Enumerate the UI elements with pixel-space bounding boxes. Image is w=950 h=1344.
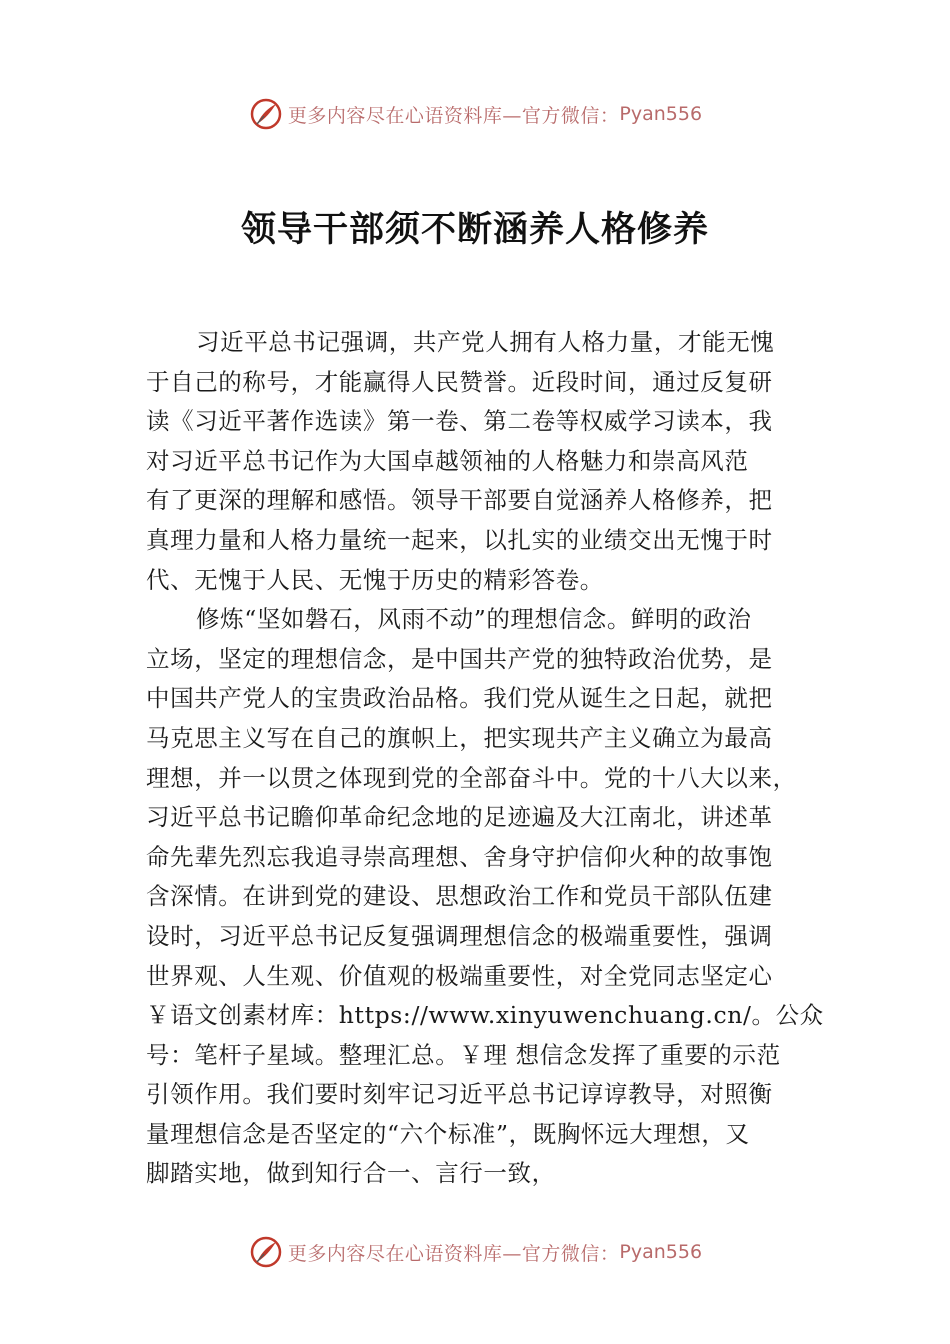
banner-text: 更多内容尽在心语资料库—官方微信： (287, 1242, 620, 1265)
feather-logo-icon (248, 1234, 284, 1270)
text-line: 马克思主义写在自己的旗帜上，把实现共产主义确立为最高 (146, 723, 773, 752)
feather-logo-icon (248, 96, 284, 132)
text-line: 世界观、人生观、价值观的极端重要性，对全党同志坚定心 (146, 961, 773, 990)
text-line: 引领作用。我们要时刻牢记习近平总书记谆谆教导，对照衡 (146, 1080, 773, 1109)
text-line: 于自己的称号，才能赢得人民赞誉。近段时间，通过反复研 (146, 367, 773, 396)
text-line: 命先辈先烈忘我追寻崇高理想、舍身守护信仰火种的故事饱 (146, 842, 773, 871)
wechat-id: Pyan556 (619, 103, 703, 125)
text-line: 修炼“坚如磐石，风雨不动”的理想信念。鲜明的政治 (196, 605, 752, 634)
text-line: 号：笔杆子星域。整理汇总。￥理 想信念发挥了重要的示范 (146, 1040, 781, 1069)
article-body (146, 323, 824, 1194)
text-line: 习近平总书记瞻仰革命纪念地的足迹遍及大江南北，讲述革 (146, 803, 773, 832)
text-line: ￥语文创素材库：https://www.xinyuwenchuang.cn/。公众 (146, 1001, 824, 1030)
text-line: 代、无愧于人民、无愧于历史的精彩答卷。 (146, 565, 604, 594)
text-line: 有了更深的理解和感悟。领导干部要自觉涵养人格修养，把 (146, 486, 773, 515)
text-line: 含深情。在讲到党的建设、思想政治工作和党员干部队伍建 (146, 882, 773, 911)
wechat-id: Pyan556 (619, 1241, 703, 1263)
text-line: 对习近平总书记作为大国卓越领袖的人格魅力和崇高风范 (146, 446, 749, 475)
text-line: 设时，习近平总书记反复强调理想信念的极端重要性，强调 (146, 921, 773, 950)
text-line: 习近平总书记强调，共产党人拥有人格力量，才能无愧 (196, 328, 775, 356)
text-line: 理想，并一以贯之体现到党的全部奋斗中。党的十八大以来， (146, 763, 797, 792)
text-line: 读《习近平著作选读》第一卷、第二卷等权威学习读本，我 (146, 407, 773, 436)
header-banner (0, 94, 950, 134)
footer-banner (0, 1232, 950, 1272)
text-line: 立场，坚定的理想信念，是中国共产党的独特政治优势，是 (146, 644, 773, 673)
page-title: 领导干部须不断涵养人格修养 (240, 209, 709, 250)
text-line: 真理力量和人格力量统一起来，以扎实的业绩交出无愧于时 (146, 525, 773, 554)
banner-text: 更多内容尽在心语资料库—官方微信： (287, 104, 620, 127)
text-line: 中国共产党人的宝贵政治品格。我们党从诞生之日起，就把 (146, 684, 773, 713)
text-line: 脚踏实地，做到知行合一、言行一致， (146, 1159, 556, 1188)
text-line: 量理想信念是否坚定的“六个标准”，既胸怀远大理想，又 (146, 1119, 750, 1148)
